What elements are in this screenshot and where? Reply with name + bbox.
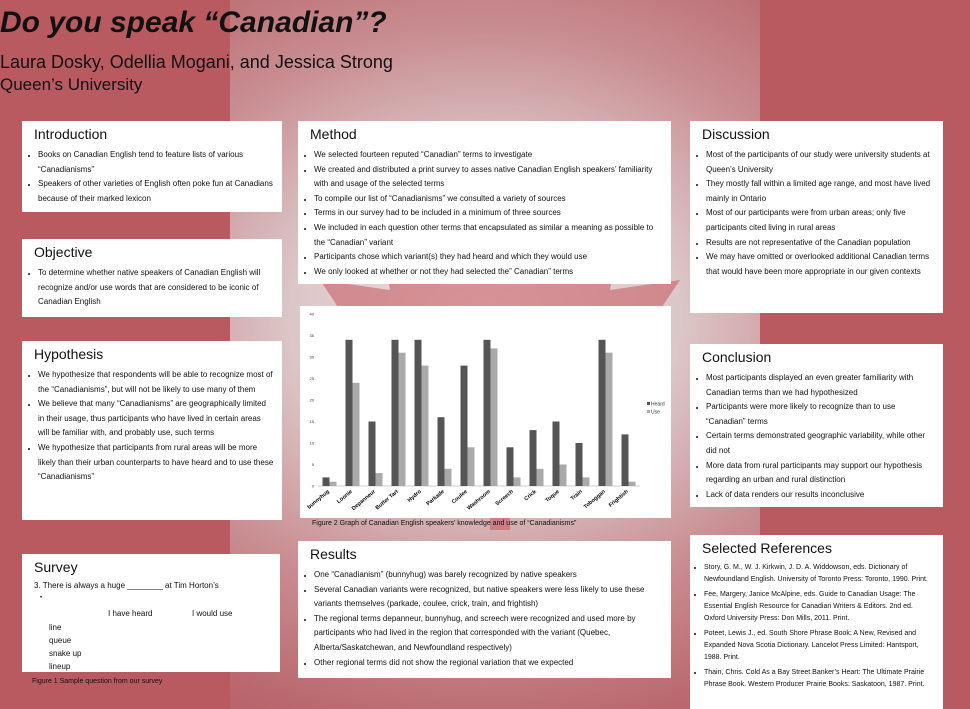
hypothesis-heading: Hypothesis — [34, 346, 104, 362]
legend-label: Use — [651, 409, 660, 416]
x-tick-label: Frightish — [607, 488, 630, 509]
conclusion-panel — [690, 344, 943, 507]
chart-caption: Figure 2 Graph of Canadian English speakers’ knowledge and use of “Canadianisms” — [312, 520, 577, 527]
bar-heard — [438, 417, 445, 486]
x-tick-label: bunnyhug — [306, 488, 331, 511]
discussion-item: • Results are not representative of the Canadian population — [706, 236, 935, 251]
poster-title: Do you speak “Canadian”? — [0, 6, 387, 39]
bar-use — [514, 477, 521, 486]
survey-heading: Survey — [34, 559, 78, 575]
survey-option: snake up — [49, 649, 82, 658]
x-tick-label: Washroom — [466, 488, 492, 512]
x-tick-label: Butter Tart — [374, 488, 400, 512]
bar-use — [422, 366, 429, 486]
results-item: • Other regional terms did not show the regional variation that we expected — [314, 656, 663, 671]
bar-use — [560, 465, 567, 487]
bar-use — [606, 353, 613, 486]
bar-heard — [415, 340, 422, 486]
bullet-icon: • — [40, 595, 43, 601]
results-list — [298, 568, 671, 670]
x-tick-label: Toboggan — [582, 488, 607, 511]
references-list — [690, 562, 943, 691]
discussion-heading: Discussion — [702, 126, 770, 142]
x-tick-label: Toque — [544, 488, 561, 504]
hypothesis-panel — [22, 341, 282, 520]
conclusion-list — [690, 371, 943, 502]
y-tick-label: 30 — [309, 354, 314, 360]
bar-heard — [346, 340, 353, 486]
objective-heading: Objective — [34, 244, 93, 260]
conclusion-item: • Participants were more likely to recognize than to use “Canadian” terms — [706, 400, 935, 429]
y-tick-label: 40 — [309, 311, 314, 317]
survey-question: 3. There is always a huge ________ at Tim Horton’s — [34, 581, 219, 590]
survey-col-use: I would use — [192, 609, 233, 618]
method-list — [298, 148, 671, 279]
y-tick-label: 20 — [309, 397, 314, 403]
results-panel — [298, 541, 671, 678]
survey-body — [22, 575, 280, 671]
bar-heard — [369, 422, 376, 487]
reference-item: • Story, G. M., W. J. Kirkwin, J. D. A. Widdowson, eds. Dictionary of Newfoundland English. University of Toronto Press: Toronto, 1990. Print. — [704, 562, 935, 586]
x-tick-label: Depanneur — [350, 488, 377, 513]
results-item: • One “Canadianism” (bunnyhug) was barely recognized by native speakers — [314, 568, 663, 583]
x-tick-label: Hydro — [406, 488, 423, 504]
legend-swatch — [647, 410, 650, 413]
bar-use — [537, 469, 544, 486]
bar-heard — [530, 430, 537, 486]
x-tick-label: Crick — [523, 488, 538, 503]
y-tick-label: 0 — [311, 483, 314, 489]
introduction-item: • Books on Canadian English tend to feature lists of various “Canadianisms” — [38, 148, 274, 177]
y-tick-label: 10 — [309, 440, 314, 446]
discussion-item: • Most of the participants of our study were university students at Queen’s University — [706, 148, 935, 177]
bar-chart — [300, 306, 671, 518]
discussion-panel — [690, 121, 943, 313]
method-item: • We included in each question other terms that encapsulated as similar a meaning as possible to the “Canadian” variant — [314, 221, 663, 250]
x-tick-label: Parkade — [425, 488, 446, 508]
x-tick-label: Screech — [494, 488, 515, 508]
bar-use — [445, 469, 452, 486]
conclusion-item: • More data from rural participants may support our hypothesis regarding an urban and rural distinction — [706, 459, 935, 488]
chart-container — [300, 306, 671, 518]
x-tick-label: Coulee — [450, 488, 469, 506]
bar-heard — [507, 447, 514, 486]
conclusion-item: • Lack of data renders our results inconclusive — [706, 488, 935, 503]
conclusion-heading: Conclusion — [702, 349, 772, 365]
poster-authors: Laura Dosky, Odellia Mogani, and Jessica Strong — [0, 52, 393, 72]
method-heading: Method — [310, 126, 357, 142]
results-item: • The regional terms depanneur, bunnyhug, and screech were recognized and used more by participants who had lived in the region that corresponded with the variant (Quebec, Alberta/Saskatchewan, and Newfoundland respectively) — [314, 612, 663, 656]
references-heading: Selected References — [702, 540, 832, 556]
survey-col-heard: I have heard — [108, 609, 153, 618]
introduction-panel — [22, 121, 282, 212]
method-item: • Terms in our survey had to be included in a minimum of three sources — [314, 206, 663, 221]
bar-use — [399, 353, 406, 486]
survey-option: lineup — [49, 662, 71, 671]
survey-option: line — [49, 623, 62, 632]
reference-item: • Thain, Chris. Cold As a Bay Street Banker’s Heart: The Ultimate Prairie Phrase Book. Western Producer Prairie Books: Saskatoon, 1987. Print. — [704, 667, 935, 691]
method-item: • To compile our list of “Canadianisms” we consulted a variety of sources — [314, 192, 663, 207]
discussion-item: • We may have omitted or overlooked additional Canadian terms that would have been more appropriate in our given contexts — [706, 250, 935, 279]
hypothesis-item: • We believe that many “Canadianisms” are geographically limited in their usage, thus participants who have lived in certain areas will be familiar with, and probably use, such terms — [38, 397, 274, 441]
hypothesis-item: • We hypothesize that participants from rural areas will be more likely than their urban counterparts to have heard and to use these “Canadianisms” — [38, 441, 274, 485]
bar-use — [353, 383, 360, 486]
y-tick-label: 35 — [309, 333, 314, 338]
bar-use — [330, 482, 337, 486]
method-item: • We only looked at whether or not they had selected the” Canadian” terms — [314, 265, 663, 280]
survey-caption: Figure 1 Sample question from our survey — [32, 678, 163, 685]
bar-use — [491, 348, 498, 486]
method-item: • We selected fourteen reputed “Canadian” terms to investigate — [314, 148, 663, 163]
bar-heard — [461, 366, 468, 486]
legend-label: Heard — [651, 401, 665, 408]
bar-heard — [599, 340, 606, 486]
results-heading: Results — [310, 546, 357, 562]
x-tick-label: Train — [569, 488, 584, 502]
discussion-item: • They mostly fall within a limited age range, and most have lived mainly in Ontario — [706, 177, 935, 206]
discussion-item: • Most of our participants were from urban areas; only five participants cited living in rural areas — [706, 206, 935, 235]
bar-use — [376, 473, 383, 486]
introduction-list — [22, 148, 282, 206]
discussion-list — [690, 148, 943, 279]
bar-heard — [576, 443, 583, 486]
introduction-item: • Speakers of other varieties of English often poke fun at Canadians because of their marked lexicon — [38, 177, 274, 206]
bar-use — [629, 482, 636, 486]
conclusion-item: • Most participants displayed an even greater familiarity with Canadian terms than we had hypothesized — [706, 371, 935, 400]
survey-panel — [22, 554, 280, 672]
survey-option: queue — [49, 636, 72, 645]
y-tick-label: 15 — [309, 419, 314, 424]
y-tick-label: 25 — [309, 376, 314, 381]
objective-list — [22, 266, 282, 310]
x-tick-label: Loonie — [336, 488, 354, 506]
legend-swatch — [647, 402, 650, 405]
results-item: • Several Canadian variants were recognized, but native speakers were less likely to use these variants themselves (parkade, coulee, crick, train, and frightish) — [314, 583, 663, 612]
objective-item: • To determine whether native speakers of Canadian English will recognize and/or use words that are considered to be iconic of Canadian English — [38, 266, 274, 310]
references-panel — [690, 535, 943, 709]
hypothesis-item: • We hypothesize that respondents will be able to recognize most of the “Canadianisms”, but will not be likely to use many of them — [38, 368, 274, 397]
conclusion-item: • Certain terms demonstrated geographic variability, while other did not — [706, 429, 935, 458]
method-panel — [298, 121, 671, 284]
method-item: • We created and distributed a print survey to asses native Canadian English speakers’ familiarity with and usage of the selected terms — [314, 163, 663, 192]
bar-use — [468, 447, 475, 486]
y-tick-label: 5 — [311, 462, 314, 467]
bar-heard — [323, 477, 330, 486]
reference-item: • Poteet, Lewis J., ed. South Shore Phrase Book: A New, Revised and Expanded Nova Scotia Dictionary. Lancelot Press Limited: Hantsport, 1988. Print. — [704, 628, 935, 664]
hypothesis-list — [22, 368, 282, 485]
bar-heard — [553, 422, 560, 487]
bar-heard — [392, 340, 399, 486]
bar-heard — [622, 434, 629, 486]
poster-institution: Queen’s University — [0, 75, 143, 94]
reference-item: • Fee, Margery, Janice McAlpine, eds. Guide to Canadian Usage: The Essential English Resource for Canadian Writers & Editors. 2nd ed. Oxford University Press: Don Mills, 2011. Print. — [704, 589, 935, 625]
method-item: • Participants chose which variant(s) they had heard and which they would use — [314, 250, 663, 265]
bar-use — [583, 477, 590, 486]
bar-heard — [484, 340, 491, 486]
objective-panel — [22, 239, 282, 317]
introduction-heading: Introduction — [34, 126, 108, 142]
